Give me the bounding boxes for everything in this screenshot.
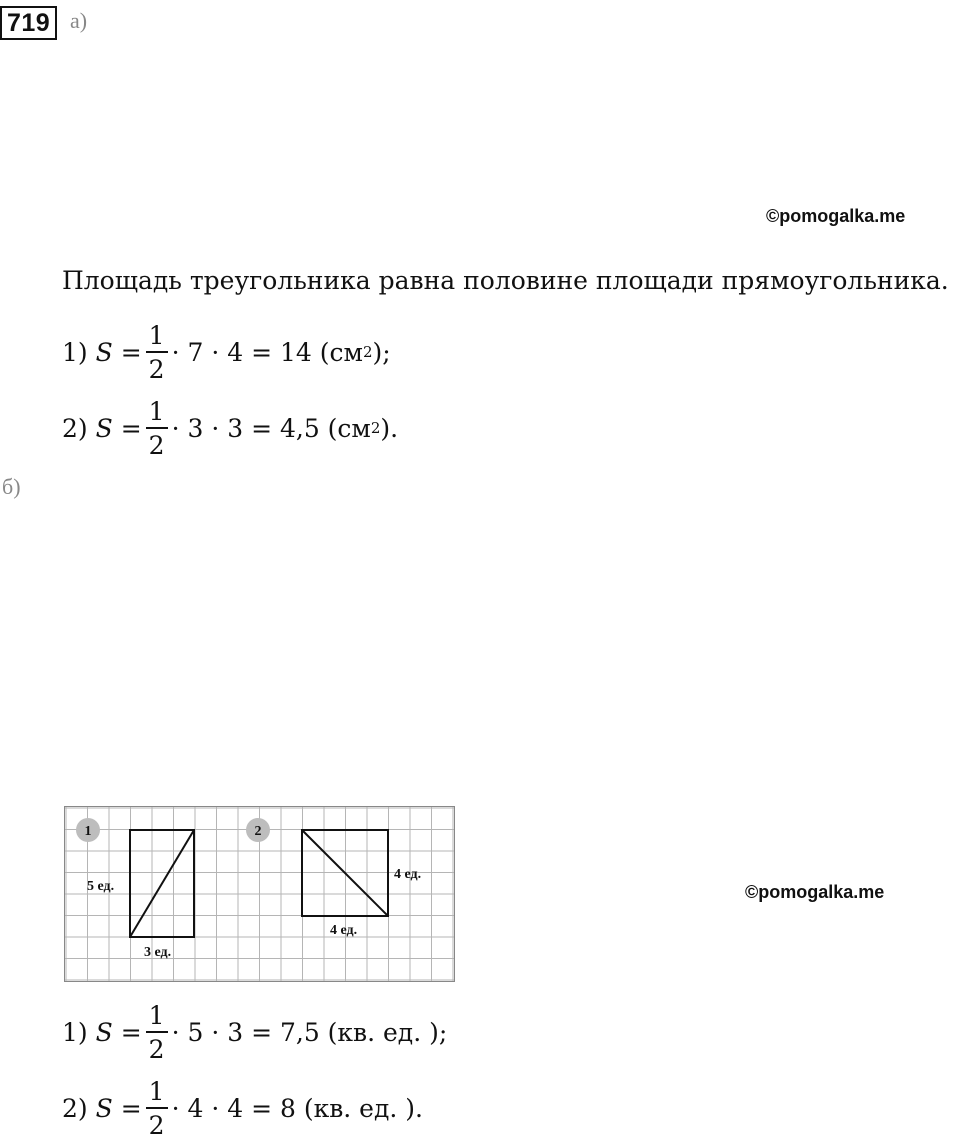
- grid-figure-svg: [64, 806, 455, 982]
- equation-index: 1): [62, 1017, 88, 1047]
- part-b-equation-2: [62, 1072, 423, 1144]
- equation-index: 2): [62, 413, 88, 443]
- figure-1-side-label: 5 ед.: [87, 879, 115, 894]
- fraction: [146, 1000, 168, 1064]
- part-a-statement: Площадь треугольника равна половине площади прямоугольника.: [62, 266, 949, 295]
- part-a-equation-2: [62, 392, 398, 464]
- equation-variable: S: [95, 1093, 113, 1123]
- fraction-denominator: 2: [148, 354, 165, 384]
- equation-equals: =: [120, 1093, 142, 1123]
- fraction: [146, 396, 168, 460]
- equation-variable: S: [95, 337, 113, 367]
- fraction-numerator: 1: [146, 1003, 168, 1033]
- fraction-numerator: 1: [146, 399, 168, 429]
- watermark-top: ©pomogalka.me: [766, 206, 906, 226]
- fraction-denominator: 2: [148, 1034, 165, 1064]
- equation-rest: · 7 · 4 = 14 (см: [171, 337, 363, 367]
- equation-rest: · 4 · 4 = 8 (кв. ед. ).: [171, 1093, 423, 1123]
- equation-rest: · 5 · 3 = 7,5 (кв. ед. );: [171, 1017, 448, 1047]
- equation-equals: =: [120, 413, 142, 443]
- part-a-label: а): [70, 8, 88, 33]
- watermark-bottom: ©pomogalka.me: [745, 882, 885, 902]
- equation-superscript: 2: [362, 343, 373, 361]
- part-b-equation-1: [62, 996, 447, 1068]
- fraction: [146, 320, 168, 384]
- figure-2-badge-number: 2: [254, 824, 262, 839]
- fraction: [146, 1076, 168, 1140]
- figure-1-bottom-label: 3 ед.: [144, 945, 172, 960]
- part-a-equation-1: [62, 316, 391, 388]
- fraction-denominator: 2: [148, 430, 165, 460]
- grid-figure: [64, 806, 455, 982]
- fraction-numerator: 1: [146, 323, 168, 353]
- equation-tail: );: [372, 337, 391, 367]
- part-b-label: б): [2, 474, 21, 499]
- equation-equals: =: [120, 1017, 142, 1047]
- equation-index: 1): [62, 337, 88, 367]
- figure-2-side-label: 4 ед.: [394, 867, 422, 882]
- figure-2-bottom-label: 4 ед.: [330, 923, 358, 938]
- equation-index: 2): [62, 1093, 88, 1123]
- equation-rest: · 3 · 3 = 4,5 (см: [171, 413, 371, 443]
- equation-variable: S: [95, 413, 113, 443]
- equation-variable: S: [95, 1017, 113, 1047]
- fraction-denominator: 2: [148, 1110, 165, 1140]
- exercise-number: 719: [0, 6, 57, 40]
- equation-tail: ).: [380, 413, 399, 443]
- figure-1-badge-number: 1: [84, 824, 92, 839]
- equation-equals: =: [120, 337, 142, 367]
- equation-superscript: 2: [370, 419, 381, 437]
- fraction-numerator: 1: [146, 1079, 168, 1109]
